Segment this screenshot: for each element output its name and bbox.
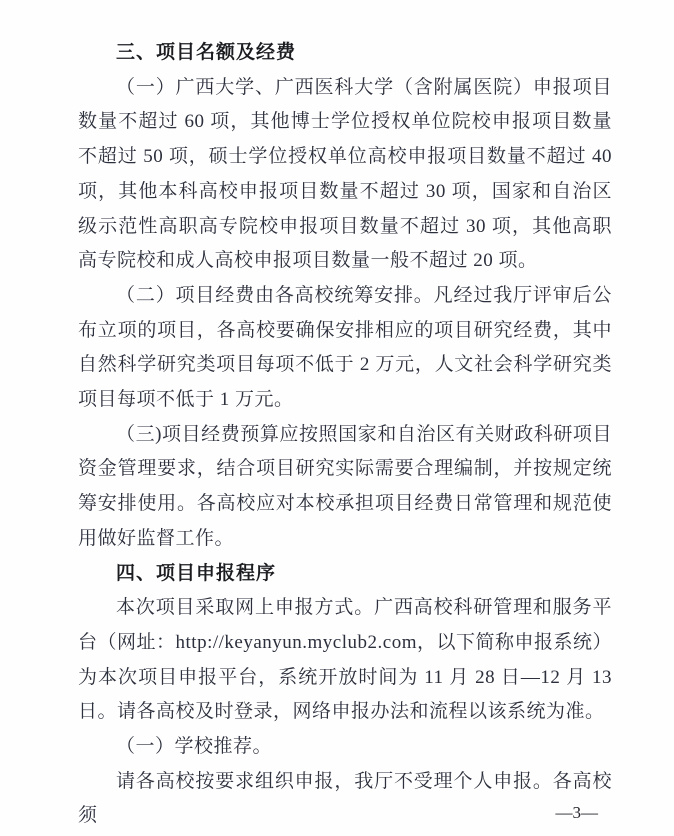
paragraph-organized-application: 请各高校按要求组织申报，我厅不受理个人申报。各高校须	[78, 770, 612, 827]
paragraph-quota: （一）广西大学、广西医科大学（含附属医院）申报项目数量不超过 60 项，其他博士学位授权单位院校申报项目数量不超过 50 项，硕士学位授权单位高校申报项目数量不超过 40 项，其他本科高校申报项目数量不超过 30 项，国家和自治区级示范性高职高专院校申报项目数量不超过 30 项，其他高职高专院校和成人高校申报项目数量一般不超过 20 项。	[78, 76, 612, 272]
page-number: —3—	[555, 803, 598, 822]
section-heading-procedure: 四、项目申报程序	[116, 562, 277, 584]
paragraph-school-recommendation: （一）学校推荐。	[116, 736, 273, 758]
paragraph-funding-arrangement: （二）项目经费由各高校统筹安排。凡经过我厅评审后公布立项的项目，各高校要确保安排相应的项目研究经费，其中自然科学研究类项目每项不低于 2 万元，人文社会科学研究类项目每项不低于 1 万元。	[78, 284, 612, 411]
section-heading-funding: 三、项目名额及经费	[116, 42, 297, 63]
document-body	[78, 36, 612, 834]
paragraph-online-application: 本次项目采取网上申报方式。广西高校科研管理和服务平台（网址：http://keyanyun.myclub2.com，以下简称申报系统）为本次项目申报平台，系统开放时间为 11 月 28 日—12 月 13 日。请各高校及时登录，网络申报办法和流程以该系统为准。	[78, 597, 612, 723]
paragraph-budget-rules: （三)项目经费预算应按照国家和自治区有关财政科研项目资金管理要求，结合项目研究实际需要合理编制，并按规定统筹安排使用。各高校应对本校承担项目经费日常管理和规范使用做好监督工作。	[78, 423, 612, 549]
